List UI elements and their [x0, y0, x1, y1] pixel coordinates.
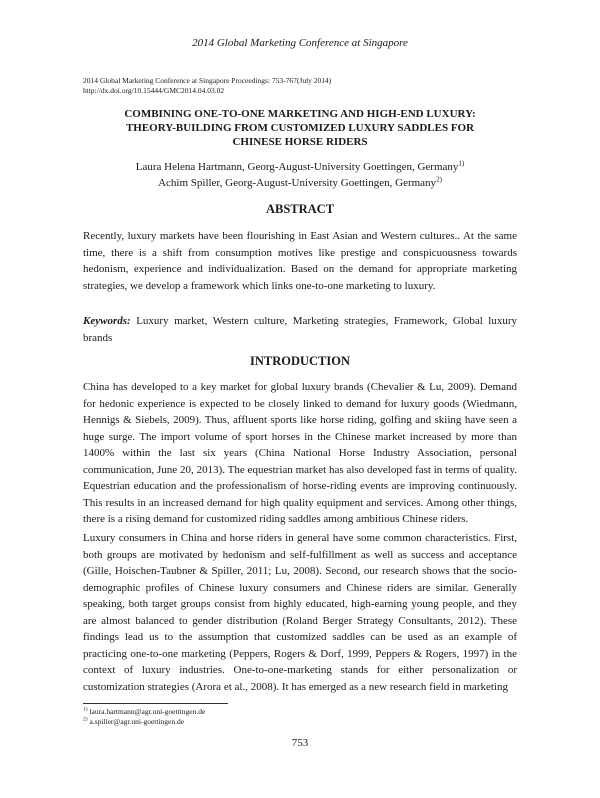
footnote-1-mark: 1) [83, 706, 88, 713]
doi-link[interactable]: http://dx.doi.org/10.15444/GMC2014.04.03.02 [83, 86, 225, 95]
abstract-heading: ABSTRACT [265, 202, 335, 216]
proceedings-info [83, 76, 523, 96]
introduction-paragraph-2: Luxury consumers in China and horse riders in general have some common characteristics. First, both groups are motivated by hedonism and self-fulfillment as well as success and acceptance (Gille, Hoischen-Taubner & Spiller, 2011; Lu, 2008). Second, our research shows that the socio-demographic profiles of Chinese luxury consumers and Chinese riders are similar. Generally speaking, both target groups consist from highly educated, high-earning young people, and they are almost balanced to gender distribution (Roland Berger Strategy Consultants, 2012). These findings lead us to the assumption that customized saddles can be used as an example of practicing one-to-one marketing (Peppers, Rogers & Dorf, 1999, Peppers & Rogers, 1997) in the context of luxury industries. One-to-one-marketing stands for either personalization or customization strategies (Arora et al., 2008). It has emerged as a new research field in marketing [83, 532, 517, 693]
introduction-paragraph-1: China has developed to a key market for global luxury brands (Chevalier & Lu, 2009). Demand for hedonic experience is expected to be closely linked to demand for luxury goods (Wiedmann, Hennigs & Siebels, 2009). Thus, affluent sports like horse riding, golfing and skiing have seen a huge surge. The import volume of sport horses in the Chinese market increased by more than 1400% within the last six years (China National Horse Industry Association, personal communication, June 20, 2013). The equestrian market has also developed fast in terms of quality. Equestrian education and the professionalism of horse-riding events are improving continuously. This results in an increased demand for high quality equipment and services. Among other things, there is a rising demand for customized riding saddles among ambitious Chinese riders. [83, 381, 517, 525]
footnote-2 [83, 717, 517, 727]
author-1-affiliation: Laura Helena Hartmann, Georg-August-University Goettingen, Germany [135, 161, 459, 173]
author-2 [83, 175, 517, 191]
footnote-divider [83, 703, 228, 704]
keywords-text: Luxury market, Western culture, Marketing strategies, Framework, Global luxury brands [83, 315, 517, 344]
title-line-2: THEORY-BUILDING FROM CUSTOMIZED LUXURY SADDLES FOR [125, 122, 475, 134]
author-2-footnote-mark: 2) [436, 175, 442, 184]
footnote-1 [83, 707, 517, 717]
keywords-label: Keywords: [83, 315, 131, 327]
author-2-affiliation: Achim Spiller, Georg-August-University Goettingen, Germany [158, 177, 437, 189]
page-number: 753 [291, 737, 309, 749]
paper-title [83, 107, 517, 149]
running-header: 2014 Global Marketing Conference at Singapore [192, 37, 408, 49]
author-list [83, 159, 517, 191]
proceedings-line: 2014 Global Marketing Conference at Singapore Proceedings: 753-767(July 2014) [83, 76, 332, 85]
author-1 [83, 159, 517, 175]
title-line-1: COMBINING ONE-TO-ONE MARKETING AND HIGH-END LUXURY: [124, 108, 476, 120]
footnotes [83, 707, 517, 727]
abstract-text: Recently, luxury markets have been flourishing in East Asian and Western cultures.. At the same time, there is a shift from consumption motives like prestige and conspicuousness towards hedonism, experience and individualization. Based on the demand for appropriate marketing strategies, we develop a framework which links one-to-one marketing to luxury. [83, 230, 517, 292]
introduction-heading: INTRODUCTION [249, 354, 350, 368]
footnote-2-email[interactable]: a.spiller@agr.uni-goettingen.de [89, 717, 185, 726]
author-1-footnote-mark: 1) [458, 159, 465, 168]
title-line-3: CHINESE HORSE RIDERS [232, 136, 368, 148]
keywords [83, 313, 517, 346]
footnote-1-email[interactable]: laura.hartmann@agr.uni-goettingen.de [89, 707, 206, 716]
footnote-2-mark: 2) [83, 716, 88, 723]
